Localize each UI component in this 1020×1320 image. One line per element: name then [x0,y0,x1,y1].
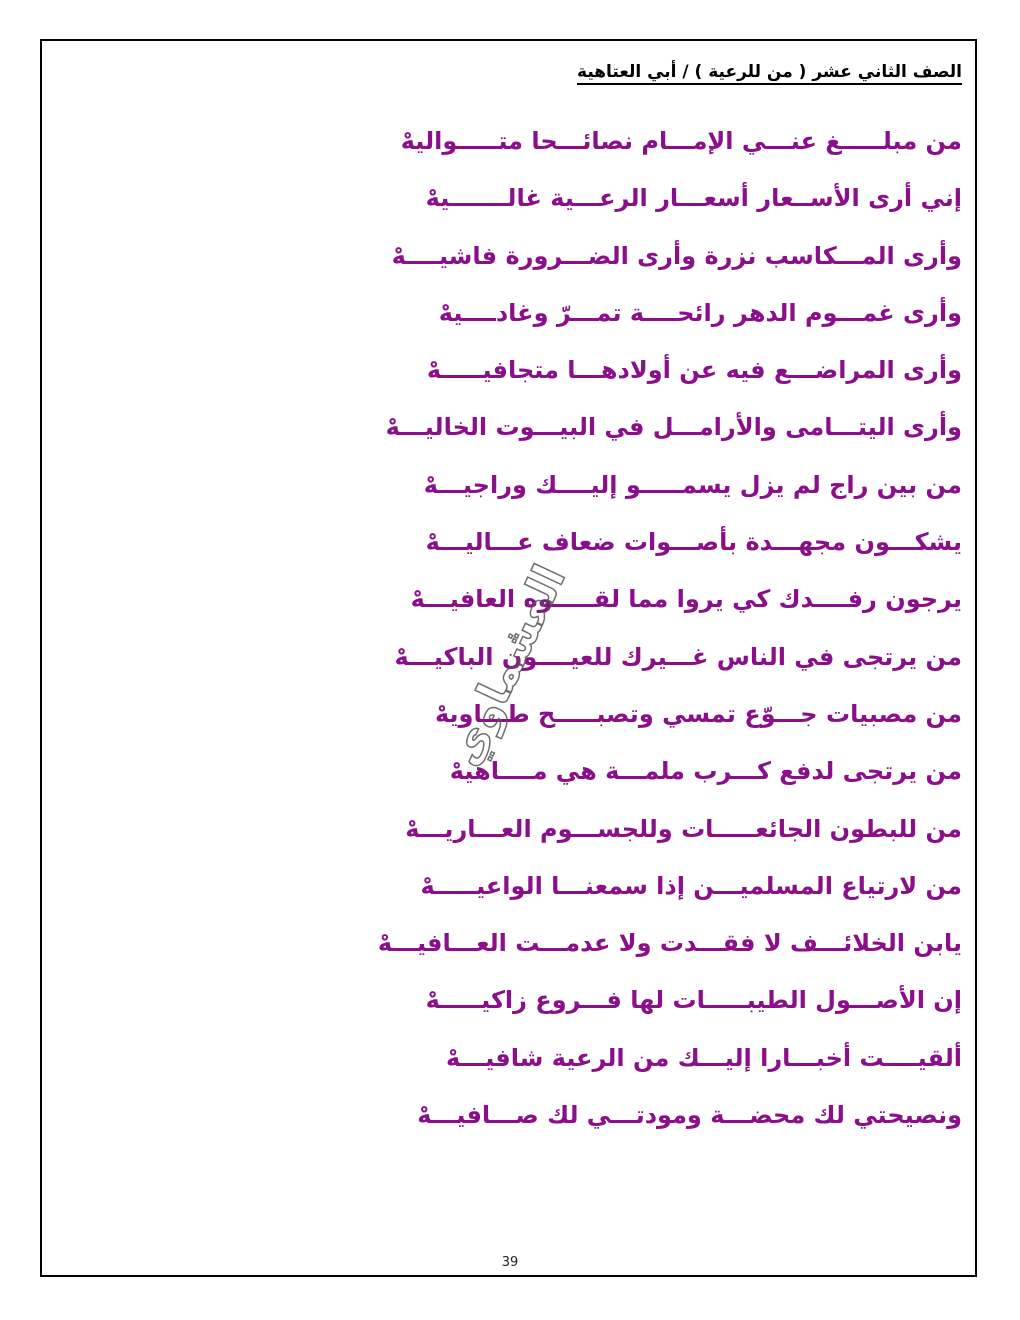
verse-line: وأرى المـــكاسب نزرة وأرى الضـــرورة فاشيــــهْ [391,241,962,270]
verse-line: وأرى اليتـــامى والأرامـــل في البيـــوت الخاليـــهْ [385,413,962,442]
verse-line: من يرتجى لدفع كـــرب ملمـــة هي مــــاهيهْ [449,757,962,786]
verse-line: يابن الخلائـــف لا فقـــدت ولا عدمـــت العـــافيـــهْ [377,929,962,958]
verse-line: من يرتجى في الناس غـــيرك للعيــــون الباكيـــهْ [394,642,962,671]
verse-line: يرجون رفــــدك كي يروا مما لقـــــوه العافيـــهْ [410,585,962,614]
watermark-signature: العشماوي [438,557,576,774]
verse-line: إن الأصـــول الطيبـــــات لها فـــروع زاكيـــــهْ [425,986,962,1015]
verse-line: من للبطون الجائعـــــات وللجســـوم العـــاريـــهْ [405,814,962,843]
poem-verses [302,115,962,1146]
verse-line: من لارتياع المسلميـــن إذا سمعنـــا الواعيـــــهْ [420,871,962,900]
verse-line: إني أرى الأســعار أسعـــار الرعـــية غالـــــــيهْ [425,184,962,213]
page-header: الصف الثاني عشر ( من للرعية ) / أبي العتاهية [577,62,962,85]
verse-line: من مصبيات جـــوّع تمسي وتصبـــــح طـــاويهْ [434,699,962,728]
verse-line: ألقيــــت أخبـــارا إليـــك من الرعية شافيـــهْ [446,1043,962,1072]
verse-line: وأرى غمـــوم الدهر رائحــــة تمـــرّ وغادــــيهْ [438,298,962,327]
page-number: 39 [501,1255,519,1270]
verse-line: يشكـــون مجهـــدة بأصـــوات ضعاف عـــاليـــهْ [425,528,962,557]
verse-line: وأرى المراضـــع فيه عن أولادهـــا متجافيـــــهْ [426,356,962,385]
verse-line: من بين راج لم يزل يسمـــــو إليــــك وراجيـــهْ [423,470,962,499]
verse-line: من مبلـــــغ عنـــي الإمـــام نصائـــحا متـــــواليهْ [400,127,962,155]
verse-line: ونصيحتي لك محضـــة ومودتـــي لك صـــافيـــهْ [417,1101,962,1130]
